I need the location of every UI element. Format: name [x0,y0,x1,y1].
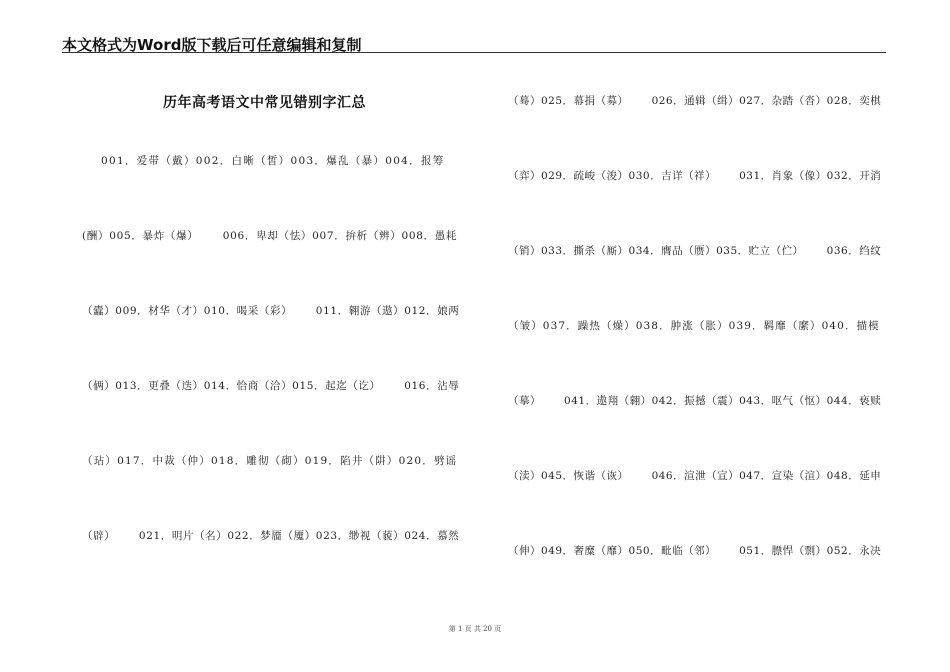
page-number-footer: 第 1 页 共 20 页 [448,625,502,633]
left-column-line: （蠹）009．材华（才）010．喝采（彩） 011．翱游（遨）012．娘两 [82,305,460,317]
header-divider [62,52,886,53]
right-column-line: （蓦）025．幕捐（募） 026．通辑（缉）027．杂踏（沓）028．奕棋 [508,95,882,107]
right-column-line: （渎）045．恢谐（诙） 046．渲泄（宣）047．宣染（渲）048．延申 [508,470,882,482]
left-column-line: 001．爱带（戴）002．白晰（皙）003．爆乱（暴）004．报筹 [101,155,445,167]
document-title: 历年高考语文中常见错别字汇总 [163,95,366,111]
right-column-line: （弈）029．疏峻（浚）030．吉详（祥） 031．肖象（像）032．开消 [508,170,882,182]
left-column-line: (酬）005．暴炸（爆） 006．卑却（怯）007．拚析（辨）008．愚耗 [82,230,458,242]
page-header-title: 本文格式为Word版下载后可任意编辑和复制 [62,36,362,54]
right-column-line: （皱）037．躁热（燥）038．肿涨（胀）039．羁靡（縻）040．描模 [508,320,880,332]
left-column-line: （俩）013．更叠（迭）014．恰商（洽）015．起迄（讫） 016．沾辱 [82,380,460,392]
right-column-line: （摹） 041．遨翔（翱）042．振撼（震）043．呕气（怄）044．亵赎 [508,395,882,407]
left-column-line: （辟） 021．明片（名）022．梦靥（魇）023．缈视（藐）024．慕然 [82,530,460,542]
left-column-line: （玷）017．中裁（仲）018．雕彻（砌）019．陷井（阱）020．劈谣 [82,455,458,467]
right-column-line: （销）033．撕杀（厮）034．膺品（赝）035．贮立（伫） 036．绉纹 [508,245,882,257]
right-column-line: （伸）049．奢糜（靡）050．毗临（邻） 051．膘悍（剽）052．永决 [508,545,882,557]
